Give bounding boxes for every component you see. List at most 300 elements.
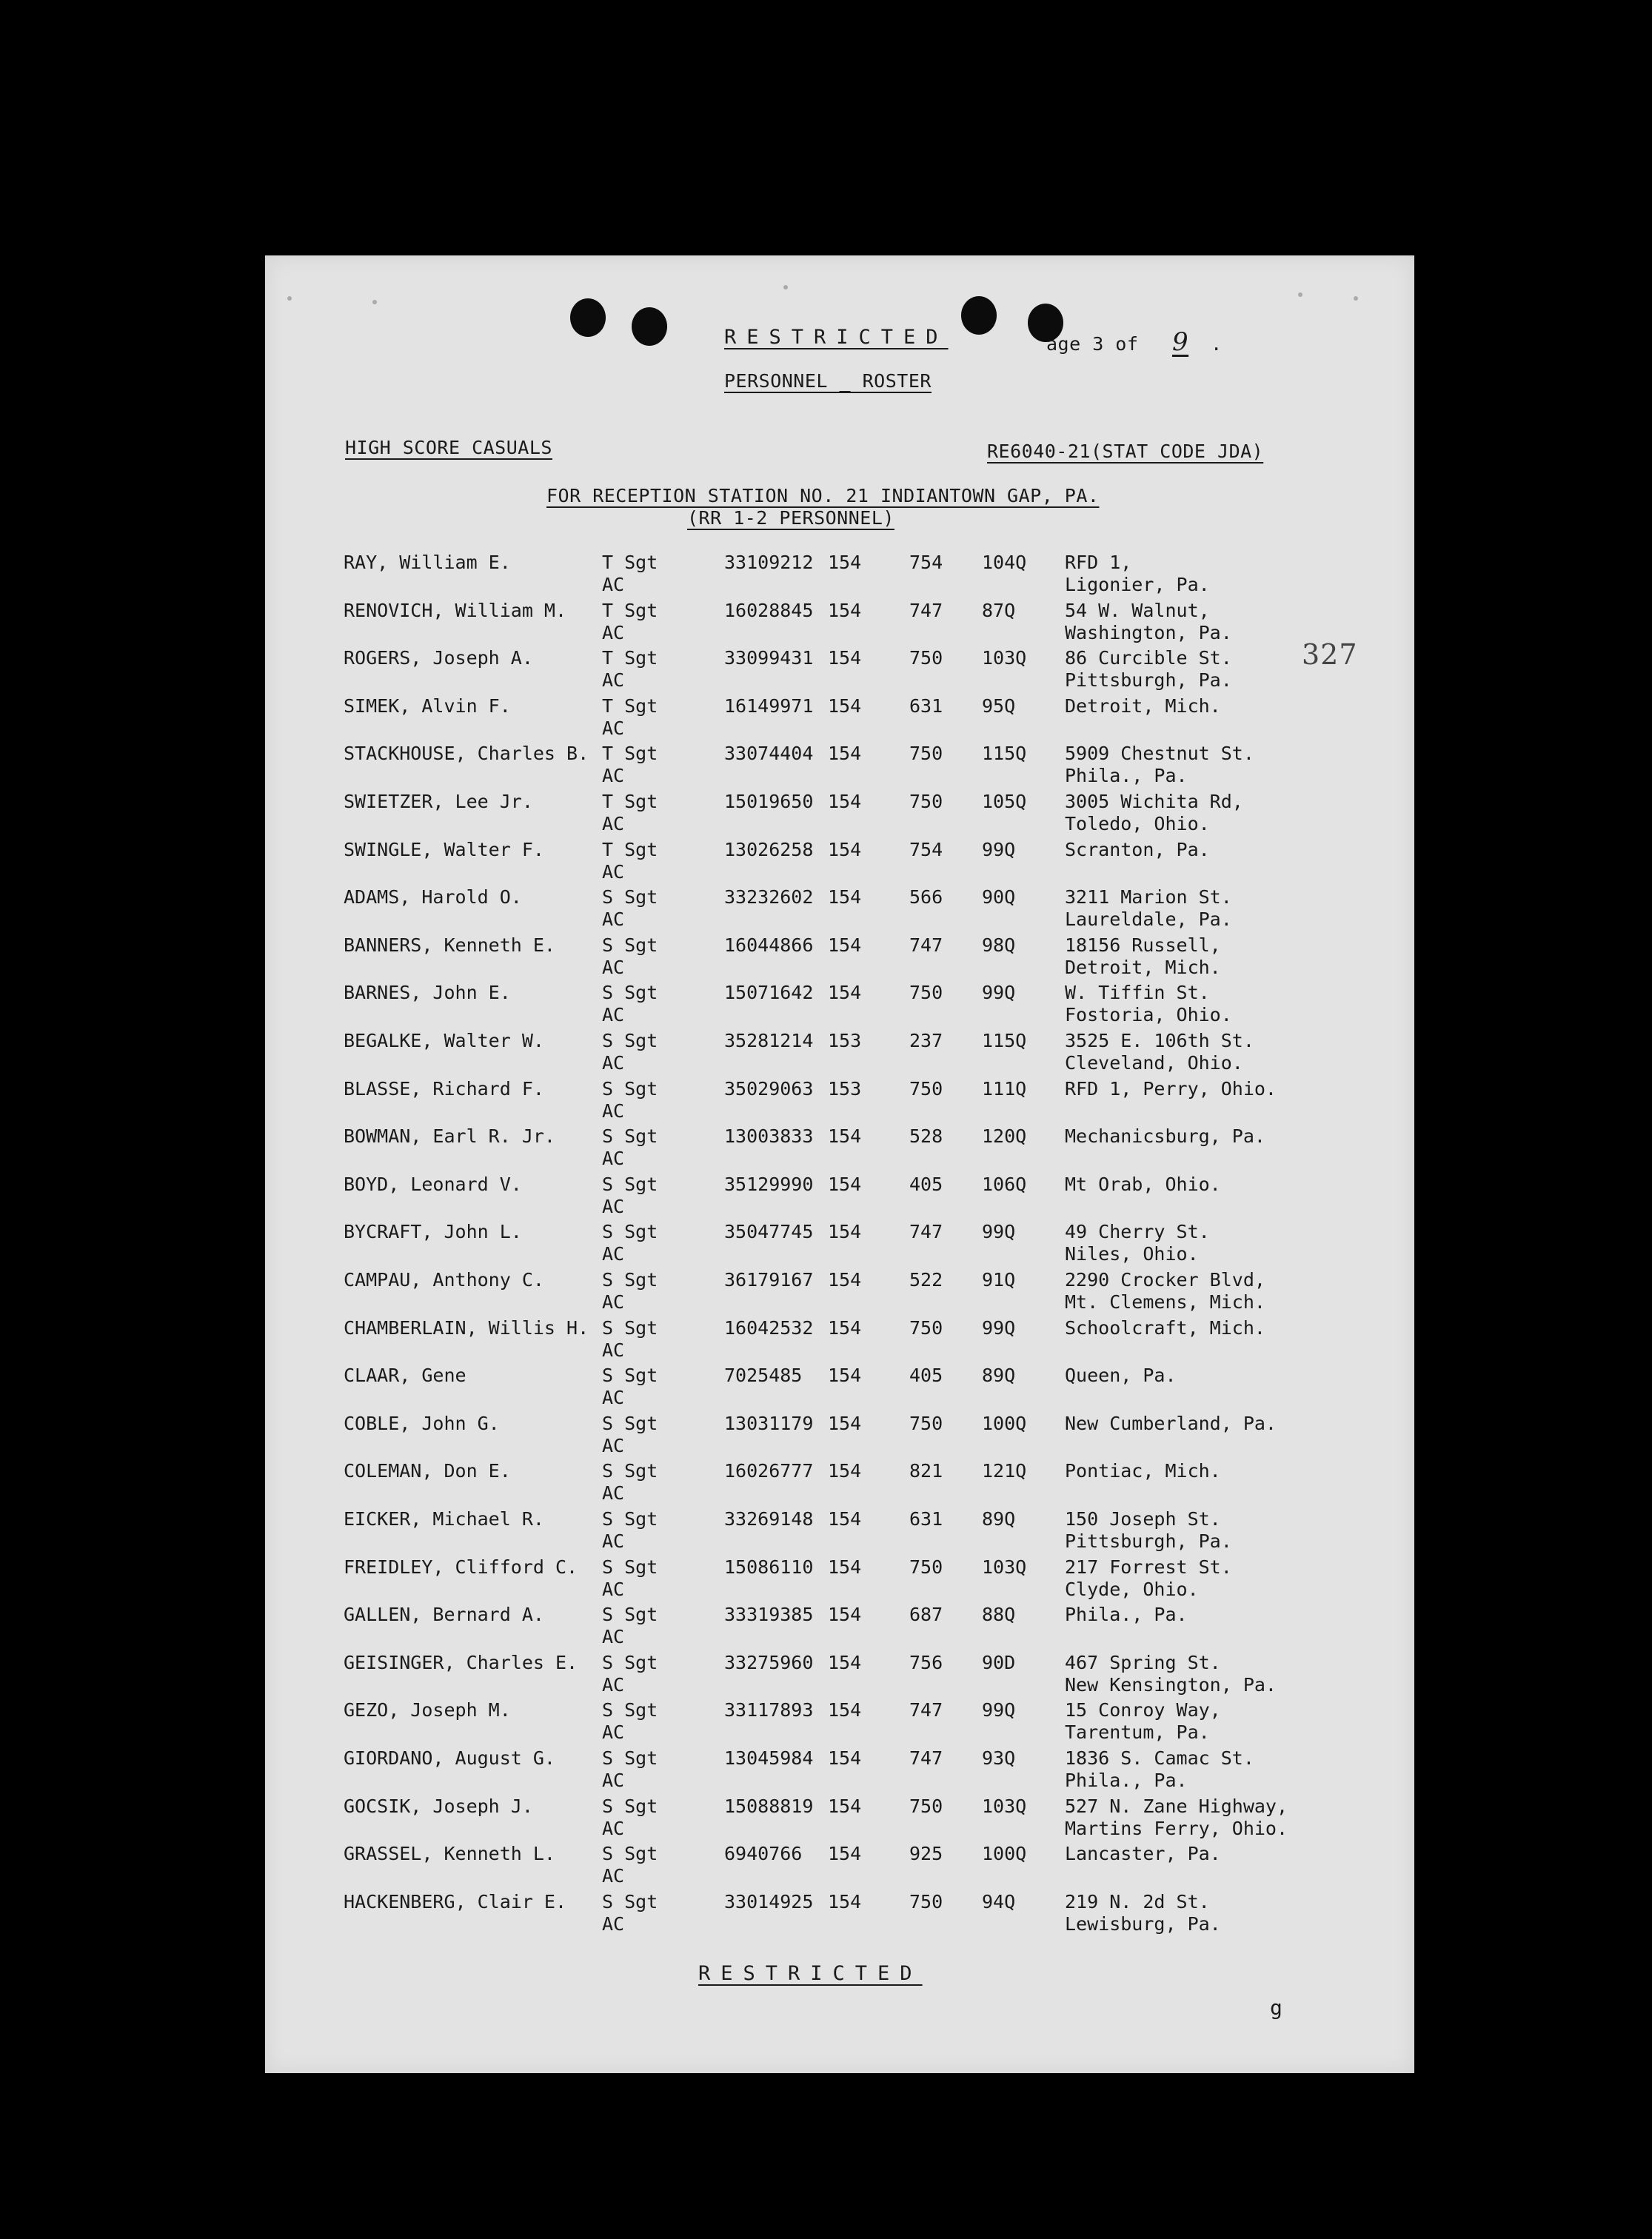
branch: AC xyxy=(602,1626,625,1648)
code: 154 xyxy=(828,791,862,812)
mos-number: 754 xyxy=(909,552,943,573)
soldier-name: BOWMAN, Earl R. Jr. xyxy=(344,1125,555,1148)
rank: S Sgt xyxy=(602,1173,658,1195)
code: 154 xyxy=(828,552,862,573)
roster-row xyxy=(265,695,1414,743)
soldier-name: RENOVICH, William M. xyxy=(344,599,567,621)
roster-row xyxy=(265,1078,1414,1125)
branch: AC xyxy=(602,1912,625,1935)
mos-number: 750 xyxy=(909,1556,943,1578)
code: 154 xyxy=(828,886,862,908)
branch: AC xyxy=(602,813,625,834)
left-heading: HIGH SCORE CASUALS xyxy=(345,437,552,458)
speck xyxy=(1354,296,1358,301)
address-line-2: Clyde, Ohio. xyxy=(1065,1578,1199,1600)
mos-number: 750 xyxy=(909,1795,943,1817)
branch: AC xyxy=(602,1100,625,1122)
station-line: FOR RECEPTION STATION NO. 21 INDIANTOWN GAP, PA. xyxy=(546,485,1100,506)
address-line-1: Mt Orab, Ohio. xyxy=(1065,1173,1221,1195)
address-line-1: New Cumberland, Pa. xyxy=(1065,1412,1277,1434)
punch-hole xyxy=(570,298,606,337)
score: 100Q xyxy=(982,1412,1027,1434)
mos-number: 754 xyxy=(909,838,943,860)
branch: AC xyxy=(602,1578,625,1600)
address-line-1: 3211 Marion St. xyxy=(1065,886,1232,908)
branch: AC xyxy=(602,1482,625,1505)
score: 103Q xyxy=(982,1556,1027,1578)
code: 154 xyxy=(828,1699,862,1721)
rank: S Sgt xyxy=(602,1651,658,1673)
roster-row xyxy=(265,1125,1414,1173)
roster-row xyxy=(265,1891,1414,1938)
serial-number: 15088819 xyxy=(724,1795,814,1817)
code: 154 xyxy=(828,1508,862,1530)
code: 154 xyxy=(828,1843,862,1865)
roster-row xyxy=(265,647,1414,695)
rank: S Sgt xyxy=(602,1795,658,1817)
address-line-2: Laureldale, Pa. xyxy=(1065,908,1232,931)
address-line-1: Queen, Pa. xyxy=(1065,1365,1177,1387)
address-line-1: Lancaster, Pa. xyxy=(1065,1843,1221,1865)
score: 120Q xyxy=(982,1125,1027,1148)
score: 89Q xyxy=(982,1508,1016,1530)
speck xyxy=(783,285,788,290)
soldier-name: GIORDANO, August G. xyxy=(344,1747,555,1769)
score: 121Q xyxy=(982,1460,1027,1482)
rank: S Sgt xyxy=(602,886,658,908)
speck xyxy=(372,300,377,304)
code: 154 xyxy=(828,1556,862,1578)
roster-row xyxy=(265,1556,1414,1604)
serial-number: 33117893 xyxy=(724,1699,814,1721)
soldier-name: BOYD, Leonard V. xyxy=(344,1173,522,1195)
score: 104Q xyxy=(982,552,1027,573)
code: 154 xyxy=(828,1365,862,1387)
soldier-name: GALLEN, Bernard A. xyxy=(344,1604,544,1626)
rank: T Sgt xyxy=(602,647,658,669)
soldier-name: CHAMBERLAIN, Willis H. xyxy=(344,1316,589,1339)
soldier-name: EICKER, Michael R. xyxy=(344,1508,544,1530)
branch: AC xyxy=(602,1434,625,1456)
code: 154 xyxy=(828,695,862,717)
score: 99Q xyxy=(982,1316,1016,1339)
rank: S Sgt xyxy=(602,1604,658,1626)
score: 103Q xyxy=(982,1795,1027,1817)
page-total: 9 xyxy=(1171,327,1189,357)
roster-row xyxy=(265,839,1414,886)
serial-number: 33232602 xyxy=(724,886,814,908)
rank: S Sgt xyxy=(602,1747,658,1769)
serial-number: 33269148 xyxy=(724,1508,814,1530)
roster-row xyxy=(265,1317,1414,1365)
footer-mark: g xyxy=(1270,1995,1283,2020)
serial-number: 33099431 xyxy=(724,647,814,669)
mos-number: 566 xyxy=(909,886,943,908)
score: 93Q xyxy=(982,1747,1016,1769)
serial-number: 13026258 xyxy=(724,838,814,860)
roster-row xyxy=(265,743,1414,790)
address-line-2: New Kensington, Pa. xyxy=(1065,1673,1277,1696)
serial-number: 35047745 xyxy=(724,1221,814,1243)
address-line-1: RFD 1, xyxy=(1065,552,1132,573)
serial-number: 16028845 xyxy=(724,599,814,621)
roster-row xyxy=(265,600,1414,647)
mos-number: 750 xyxy=(909,982,943,1004)
stamp-number: 327 xyxy=(1302,638,1358,671)
score: 88Q xyxy=(982,1604,1016,1626)
serial-number: 15086110 xyxy=(724,1556,814,1578)
serial-number: 35029063 xyxy=(724,1077,814,1100)
branch: AC xyxy=(602,908,625,931)
branch: AC xyxy=(602,1243,625,1265)
branch: AC xyxy=(602,765,625,787)
code: 154 xyxy=(828,1890,862,1912)
code: 154 xyxy=(828,743,862,765)
speck xyxy=(287,296,292,301)
branch: AC xyxy=(602,1865,625,1887)
rank: S Sgt xyxy=(602,1030,658,1051)
address-line-1: Detroit, Mich. xyxy=(1065,695,1221,717)
address-line-1: 54 W. Walnut, xyxy=(1065,599,1210,621)
address-line-2: Washington, Pa. xyxy=(1065,621,1232,643)
soldier-name: CLAAR, Gene xyxy=(344,1365,466,1387)
soldier-name: HACKENBERG, Clair E. xyxy=(344,1890,567,1912)
soldier-name: GEISINGER, Charles E. xyxy=(344,1651,578,1673)
score: 105Q xyxy=(982,791,1027,812)
score: 115Q xyxy=(982,1030,1027,1051)
address-line-2: Pittsburgh, Pa. xyxy=(1065,669,1232,692)
soldier-name: RAY, William E. xyxy=(344,552,511,573)
rank: S Sgt xyxy=(602,1125,658,1148)
mos-number: 747 xyxy=(909,1699,943,1721)
address-line-1: 5909 Chestnut St. xyxy=(1065,743,1254,765)
address-line-2: Niles, Ohio. xyxy=(1065,1243,1199,1265)
branch: AC xyxy=(602,717,625,739)
page-number-label: age 3 of 9 . xyxy=(1046,327,1223,357)
code: 153 xyxy=(828,1077,862,1100)
roster-row xyxy=(265,1413,1414,1460)
roster-row xyxy=(265,1747,1414,1795)
score: 89Q xyxy=(982,1365,1016,1387)
branch: AC xyxy=(602,1004,625,1026)
score: 100Q xyxy=(982,1843,1027,1865)
code: 154 xyxy=(828,838,862,860)
right-heading: RE6040-21(STAT CODE JDA) xyxy=(987,441,1264,462)
score: 99Q xyxy=(982,1699,1016,1721)
address-line-2: Fostoria, Ohio. xyxy=(1065,1004,1232,1026)
serial-number: 33275960 xyxy=(724,1651,814,1673)
branch: AC xyxy=(602,1770,625,1791)
branch: AC xyxy=(602,860,625,883)
rank: T Sgt xyxy=(602,599,658,621)
serial-number: 33109212 xyxy=(724,552,814,573)
code: 153 xyxy=(828,1030,862,1051)
mos-number: 528 xyxy=(909,1125,943,1148)
code: 154 xyxy=(828,934,862,956)
roster-row xyxy=(265,886,1414,934)
code: 154 xyxy=(828,1460,862,1482)
address-line-1: 217 Forrest St. xyxy=(1065,1556,1232,1578)
mos-number: 747 xyxy=(909,1747,943,1769)
address-line-2: Cleveland, Ohio. xyxy=(1065,1052,1243,1074)
address-line-2: Tarentum, Pa. xyxy=(1065,1721,1210,1744)
mos-number: 750 xyxy=(909,791,943,812)
address-line-1: Pontiac, Mich. xyxy=(1065,1460,1221,1482)
mos-number: 750 xyxy=(909,647,943,669)
soldier-name: SWIETZER, Lee Jr. xyxy=(344,791,533,812)
soldier-name: GEZO, Joseph M. xyxy=(344,1699,511,1721)
rank: S Sgt xyxy=(602,1890,658,1912)
branch: AC xyxy=(602,1817,625,1839)
address-line-1: 527 N. Zane Highway, xyxy=(1065,1795,1288,1817)
score: 98Q xyxy=(982,934,1016,956)
branch: AC xyxy=(602,1148,625,1170)
address-line-1: 1836 S. Camac St. xyxy=(1065,1747,1254,1769)
roster-row xyxy=(265,1699,1414,1747)
address-line-1: 15 Conroy Way, xyxy=(1065,1699,1221,1721)
serial-number: 7025485 xyxy=(724,1365,803,1387)
rank: T Sgt xyxy=(602,743,658,765)
address-line-2: Phila., Pa. xyxy=(1065,1770,1188,1791)
address-line-2: Mt. Clemens, Mich. xyxy=(1065,1291,1265,1313)
score: 90D xyxy=(982,1651,1016,1673)
code: 154 xyxy=(828,1125,862,1148)
serial-number: 16149971 xyxy=(724,695,814,717)
soldier-name: SWINGLE, Walter F. xyxy=(344,838,544,860)
address-line-1: 219 N. 2d St. xyxy=(1065,1890,1210,1912)
mos-number: 756 xyxy=(909,1651,943,1673)
code: 154 xyxy=(828,1747,862,1769)
serial-number: 33014925 xyxy=(724,1890,814,1912)
code: 154 xyxy=(828,1412,862,1434)
address-line-1: 150 Joseph St. xyxy=(1065,1508,1221,1530)
code: 154 xyxy=(828,1651,862,1673)
address-line-1: Schoolcraft, Mich. xyxy=(1065,1316,1265,1339)
roster-row xyxy=(265,1795,1414,1843)
rank: S Sgt xyxy=(602,1556,658,1578)
mos-number: 750 xyxy=(909,743,943,765)
branch: AC xyxy=(602,574,625,595)
rank: T Sgt xyxy=(602,552,658,573)
address-line-1: RFD 1, Perry, Ohio. xyxy=(1065,1077,1277,1100)
branch: AC xyxy=(602,956,625,978)
branch: AC xyxy=(602,1387,625,1409)
serial-number: 35129990 xyxy=(724,1173,814,1195)
score: 91Q xyxy=(982,1269,1016,1291)
soldier-name: BARNES, John E. xyxy=(344,982,511,1004)
score: 94Q xyxy=(982,1890,1016,1912)
roster-title: PERSONNEL _ ROSTER xyxy=(724,370,932,392)
score: 99Q xyxy=(982,838,1016,860)
soldier-name: ROGERS, Joseph A. xyxy=(344,647,533,669)
soldier-name: STACKHOUSE, Charles B. xyxy=(344,743,589,765)
roster-row xyxy=(265,791,1414,838)
address-line-1: 467 Spring St. xyxy=(1065,1651,1221,1673)
soldier-name: GRASSEL, Kenneth L. xyxy=(344,1843,555,1865)
serial-number: 35281214 xyxy=(724,1030,814,1051)
serial-number: 33074404 xyxy=(724,743,814,765)
score: 111Q xyxy=(982,1077,1027,1100)
roster-row xyxy=(265,1604,1414,1651)
score: 87Q xyxy=(982,599,1016,621)
soldier-name: BYCRAFT, John L. xyxy=(344,1221,522,1243)
mos-number: 750 xyxy=(909,1077,943,1100)
mos-number: 631 xyxy=(909,695,943,717)
branch: AC xyxy=(602,1339,625,1361)
code: 154 xyxy=(828,1221,862,1243)
mos-number: 522 xyxy=(909,1269,943,1291)
serial-number: 33319385 xyxy=(724,1604,814,1626)
address-line-1: W. Tiffin St. xyxy=(1065,982,1210,1004)
rank: S Sgt xyxy=(602,1221,658,1243)
score: 115Q xyxy=(982,743,1027,765)
serial-number: 36179167 xyxy=(724,1269,814,1291)
soldier-name: BEGALKE, Walter W. xyxy=(344,1030,544,1051)
roster-row xyxy=(265,982,1414,1029)
mos-number: 821 xyxy=(909,1460,943,1482)
serial-number: 13031179 xyxy=(724,1412,814,1434)
address-line-2: Phila., Pa. xyxy=(1065,765,1188,787)
serial-number: 13045984 xyxy=(724,1747,814,1769)
address-line-2: Lewisburg, Pa. xyxy=(1065,1912,1221,1935)
soldier-name: COBLE, John G. xyxy=(344,1412,500,1434)
rank: S Sgt xyxy=(602,1699,658,1721)
address-line-2: Ligonier, Pa. xyxy=(1065,574,1210,595)
address-line-1: Scranton, Pa. xyxy=(1065,838,1210,860)
soldier-name: SIMEK, Alvin F. xyxy=(344,695,511,717)
score: 99Q xyxy=(982,982,1016,1004)
serial-number: 6940766 xyxy=(724,1843,803,1865)
soldier-name: BANNERS, Kenneth E. xyxy=(344,934,555,956)
code: 154 xyxy=(828,1269,862,1291)
address-line-1: 86 Curcible St. xyxy=(1065,647,1232,669)
mos-number: 750 xyxy=(909,1890,943,1912)
rank: S Sgt xyxy=(602,1077,658,1100)
address-line-1: 3525 E. 106th St. xyxy=(1065,1030,1254,1051)
score: 90Q xyxy=(982,886,1016,908)
branch: AC xyxy=(602,1291,625,1313)
address-line-1: 18156 Russell, xyxy=(1065,934,1221,956)
rank: S Sgt xyxy=(602,1508,658,1530)
mos-number: 747 xyxy=(909,934,943,956)
branch: AC xyxy=(602,621,625,643)
serial-number: 13003833 xyxy=(724,1125,814,1148)
mos-number: 747 xyxy=(909,599,943,621)
address-line-1: Phila., Pa. xyxy=(1065,1604,1188,1626)
mos-number: 405 xyxy=(909,1173,943,1195)
branch: AC xyxy=(602,1052,625,1074)
soldier-name: ADAMS, Harold O. xyxy=(344,886,522,908)
score: 106Q xyxy=(982,1173,1027,1195)
branch: AC xyxy=(602,669,625,692)
mos-number: 687 xyxy=(909,1604,943,1626)
roster-row xyxy=(265,1460,1414,1507)
code: 154 xyxy=(828,982,862,1004)
code: 154 xyxy=(828,1604,862,1626)
rank: T Sgt xyxy=(602,838,658,860)
branch: AC xyxy=(602,1195,625,1217)
rank: S Sgt xyxy=(602,982,658,1004)
soldier-name: BLASSE, Richard F. xyxy=(344,1077,544,1100)
speck xyxy=(1298,292,1302,297)
rank: T Sgt xyxy=(602,695,658,717)
address-line-1: 3005 Wichita Rd, xyxy=(1065,791,1243,812)
roster-row xyxy=(265,1221,1414,1268)
address-line-2: Toledo, Ohio. xyxy=(1065,813,1210,834)
serial-number: 16026777 xyxy=(724,1460,814,1482)
soldier-name: COLEMAN, Don E. xyxy=(344,1460,511,1482)
serial-number: 15071642 xyxy=(724,982,814,1004)
mos-number: 747 xyxy=(909,1221,943,1243)
rank: S Sgt xyxy=(602,1269,658,1291)
soldier-name: FREIDLEY, Clifford C. xyxy=(344,1556,578,1578)
punch-hole xyxy=(961,296,997,335)
branch: AC xyxy=(602,1673,625,1696)
rank: S Sgt xyxy=(602,1316,658,1339)
roster-row xyxy=(265,1269,1414,1316)
soldier-name: GOCSIK, Joseph J. xyxy=(344,1795,533,1817)
roster-row xyxy=(265,1030,1414,1077)
score: 103Q xyxy=(982,647,1027,669)
address-line-1: 2290 Crocker Blvd, xyxy=(1065,1269,1265,1291)
roster-row xyxy=(265,1174,1414,1221)
code: 154 xyxy=(828,1316,862,1339)
score: 99Q xyxy=(982,1221,1016,1243)
mos-number: 750 xyxy=(909,1412,943,1434)
rank: S Sgt xyxy=(602,1412,658,1434)
rank: S Sgt xyxy=(602,1460,658,1482)
serial-number: 15019650 xyxy=(724,791,814,812)
branch: AC xyxy=(602,1721,625,1744)
roster-row xyxy=(265,552,1414,599)
address-line-1: Mechanicsburg, Pa. xyxy=(1065,1125,1265,1148)
address-line-2: Detroit, Mich. xyxy=(1065,956,1221,978)
soldier-name: CAMPAU, Anthony C. xyxy=(344,1269,544,1291)
punch-hole xyxy=(632,307,667,346)
serial-number: 16042532 xyxy=(724,1316,814,1339)
serial-number: 16044866 xyxy=(724,934,814,956)
code: 154 xyxy=(828,1173,862,1195)
branch: AC xyxy=(602,1530,625,1552)
address-line-2: Martins Ferry, Ohio. xyxy=(1065,1817,1288,1839)
roster-row xyxy=(265,1508,1414,1556)
rank: S Sgt xyxy=(602,934,658,956)
mos-number: 750 xyxy=(909,1316,943,1339)
mos-number: 405 xyxy=(909,1365,943,1387)
code: 154 xyxy=(828,647,862,669)
mos-number: 237 xyxy=(909,1030,943,1051)
roster-row xyxy=(265,1843,1414,1890)
roster-row xyxy=(265,1652,1414,1699)
roster-row xyxy=(265,934,1414,982)
mos-number: 631 xyxy=(909,1508,943,1530)
code: 154 xyxy=(828,599,862,621)
roster-row xyxy=(265,1365,1414,1412)
classification-header: RESTRICTED xyxy=(724,326,949,349)
address-line-2: Pittsburgh, Pa. xyxy=(1065,1530,1232,1552)
page-label: age 3 of xyxy=(1046,333,1139,355)
mos-number: 925 xyxy=(909,1843,943,1865)
rr-line: (RR 1-2 PERSONNEL) xyxy=(687,507,894,529)
rank: S Sgt xyxy=(602,1365,658,1387)
address-line-1: 49 Cherry St. xyxy=(1065,1221,1210,1243)
rank: S Sgt xyxy=(602,1843,658,1865)
document-page xyxy=(265,255,1414,2073)
classification-footer: RESTRICTED xyxy=(698,1962,923,1985)
code: 154 xyxy=(828,1795,862,1817)
score: 95Q xyxy=(982,695,1016,717)
rank: T Sgt xyxy=(602,791,658,812)
